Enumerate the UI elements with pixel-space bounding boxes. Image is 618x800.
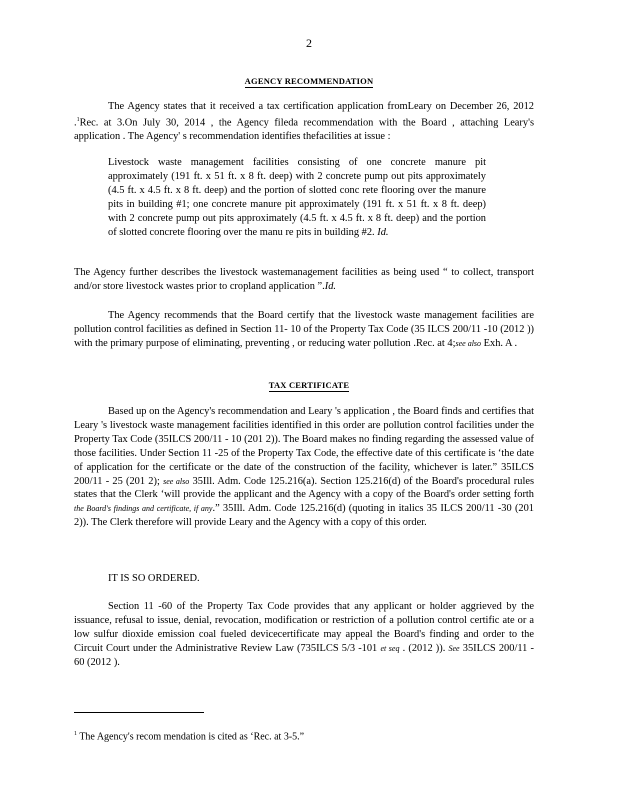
heading-tax-certificate: TAX CERTIFICATE xyxy=(268,380,350,390)
block-quote-facilities: Livestock waste management facilities consisting of one concrete manure pit approximately (191 ft. x 51 ft. x 8 ft. deep) with 2 concrete pump out pits approximately (4.5 ft. x 4.5 ft. x 8 ft. deep) and the portion of slotted conc rete flooring over the manure pits in building #1; one concrete manure pit approximately (191 ft. x 51 ft. x 8 ft. deep) with 2 concrete pump out pits approximately (4.5 ft. x 4.5 ft. x 8 ft. deep) and the portion of slotted concrete flooring over the manu re pits in building #2. Id. xyxy=(108,157,486,238)
footnote-ref: 1 xyxy=(76,116,80,123)
page-number: 2 xyxy=(306,36,312,50)
paragraph-agency-recommends: The Agency recommends that the Board certify that the livestock waste management facilities are pollution control facilities as defined in Section 11- 10 of the Property Tax Code (35 ILCS 200/11 -10 (2012 )) with the primary purpose of eliminating, preventing , or reducing water pollution .Rec. at 4;see also Exh. A . xyxy=(74,310,534,349)
so-ordered: IT IS SO ORDERED. xyxy=(108,573,200,584)
heading-agency-recommendation: AGENCY RECOMMENDATION xyxy=(244,76,374,86)
paragraph-agency-describes: The Agency further describes the livestock wastemanagement facilities as being used “ to collect, transport and/or store livestock wastes prior to cropland application ”.Id. xyxy=(74,267,534,292)
footnote-divider xyxy=(74,712,204,713)
footnote: $^1$ The Agency's recom mendation is cited as ‘Rec. at 3-5.” xyxy=(74,731,305,743)
paragraph-board-finds: Based up on the Agency's recommendation and Leary 's application , the Board finds and certifies that Leary 's livestock waste management facilities identified in this order are pollution control facilities under the Property Tax Code (35ILCS 200/11 - 10 (201 2)). The Board makes no finding regarding the assessed value of those facilities. Under Section 11 -25 of the Property Tax Code, the effective date of this certificate is ‘the date of application for the certificate or the date of the construction of the facility, whichever is later.” 35ILCS 200/11 - 25 (201 2); see also 35Ill. Adm. Code 125.216(a). Section 125.216(d) of the Board's procedural rules states that the Clerk ‘will provide the applicant and the Agency with a copy of the Board's order setting forth the Board's findings and certificate, if any.” 35Ill. Adm. Code 125.216(d) (quoting in italics 35 ILCS 200/11 -30 (201 2)). The Clerk therefore will provide Leary and the Agency with a copy of this order. xyxy=(74,406,534,529)
paragraph-agency-states: The Agency states that it received a tax certification application fromLeary on December 26, 2012 .$^1$Rec. at 3.On July 30, 2014 , the Agency fileda recommendation with the Board , attaching Leary's application . The Agency' s recommendation identifies thefacilities at issue : xyxy=(74,101,534,143)
paragraph-appeal-rights: Section 11 -60 of the Property Tax Code provides that any applicant or holder aggrieved by the issuance, refusal to issue, denial, revocation, modification or restriction of a pollution control certific ate or a low sulfur dioxide emission coal fueled devicecertificate may appeal the Board's finding and order to the Circuit Court under the Administrative Review Law (735ILCS 5/3 -101 et seq . (2012 )). See 35ILCS 200/11 - 60 (2012 ). xyxy=(74,601,534,668)
